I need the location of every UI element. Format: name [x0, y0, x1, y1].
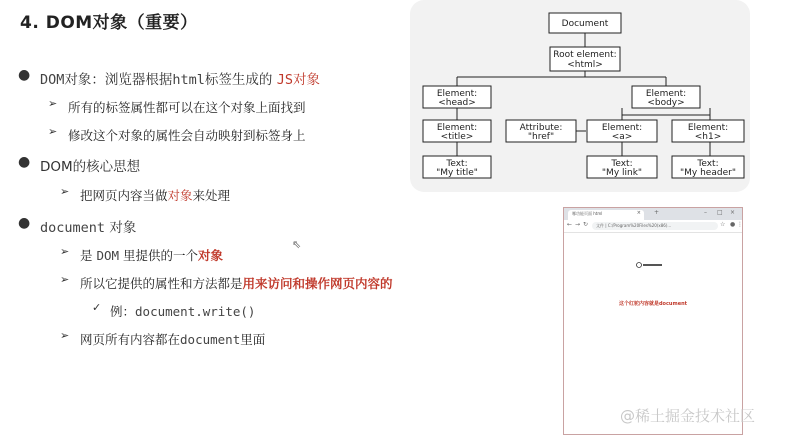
browser-tab[interactable]	[568, 210, 644, 220]
close-icon[interactable]: ×	[636, 210, 641, 216]
node-document: Document	[561, 19, 609, 29]
node-a-tag: <a>	[611, 132, 633, 142]
node-title-label: Element:	[436, 123, 478, 133]
browser-tab-strip	[564, 208, 742, 220]
node-head-label: Element:	[436, 89, 478, 99]
window-close-icon[interactable]: ×	[730, 209, 736, 216]
node-text-title-value: "My title"	[436, 168, 478, 178]
sub-item	[60, 185, 231, 204]
minimize-icon[interactable]: –	[704, 209, 707, 216]
bullet-text: 对象	[105, 220, 137, 236]
example-item	[92, 301, 256, 320]
forward-icon[interactable]: →	[575, 221, 581, 228]
maximize-icon[interactable]: □	[717, 209, 723, 216]
node-head-tag: <head>	[438, 98, 476, 108]
arrow-bullet-icon: ➢	[60, 245, 70, 258]
bullet-document-object	[18, 215, 137, 236]
node-h1-label: Element:	[687, 123, 729, 133]
node-text-link-value: "My link"	[601, 168, 643, 178]
sub-item-text: 是	[80, 248, 97, 263]
node-text-header-label: Text:	[697, 159, 719, 169]
highlight-text: 用来访问和操作网页内容的	[242, 276, 393, 291]
sub-item	[48, 97, 306, 116]
bullet-text: DOM的核心思想	[40, 159, 141, 175]
arrow-bullet-icon: ➢	[60, 273, 70, 286]
menu-icon[interactable]: ⋮	[737, 221, 743, 228]
js-term: JS	[276, 72, 293, 88]
document-term: document	[40, 220, 106, 236]
sub-item	[48, 125, 306, 144]
arrow-bullet-icon: ➢	[60, 329, 70, 342]
node-body-label: Element:	[645, 89, 687, 99]
mouse-cursor-icon: ⇖	[292, 238, 302, 251]
site-logo	[636, 262, 664, 268]
bookmark-star-icon[interactable]: ☆	[720, 221, 726, 228]
arrow-bullet-icon: ➢	[60, 185, 70, 198]
watermark: @稀土掘金技术社区	[620, 407, 756, 425]
bullet-text: 标签生成的	[204, 72, 277, 88]
node-a-label: Element:	[601, 123, 643, 133]
page-title: 4. DOM对象（重要）	[20, 13, 198, 33]
bullet-dom-core-idea	[18, 154, 141, 175]
sub-item-text: 网页所有内容都在	[80, 332, 181, 347]
sub-item-text: 里面	[240, 332, 266, 347]
sub-item-text: 来处理	[192, 188, 231, 203]
profile-icon[interactable]: ●	[730, 221, 736, 228]
node-h1-tag: <h1>	[694, 132, 722, 142]
dom-term: DOM	[40, 72, 65, 88]
node-text-header-value: "My header"	[680, 168, 736, 178]
browser-toolbar	[564, 220, 742, 233]
example-label: 例：	[110, 304, 136, 319]
browser-preview	[563, 207, 743, 435]
object-term: 对象	[292, 72, 320, 88]
dom-term: DOM	[96, 248, 120, 263]
reload-icon[interactable]: ↻	[583, 221, 589, 228]
highlight-text: 对象	[167, 188, 193, 203]
node-attr-label: Attribute:	[519, 123, 563, 133]
code-example: document.write()	[135, 304, 256, 319]
node-attr-value: "href"	[527, 132, 555, 142]
sub-item-text: 把网页内容当做	[80, 188, 168, 203]
bullet-dot-icon: ●	[18, 215, 31, 231]
check-icon: ✓	[92, 301, 102, 314]
document-term: document	[180, 332, 241, 347]
bullet-dom-object	[18, 67, 320, 88]
address-bar[interactable]: 文件 | C:/Program%20Files%20(x86)...	[592, 222, 718, 230]
sub-item	[60, 245, 224, 264]
node-title-tag: <title>	[440, 132, 474, 142]
browser-tab-label: 哪功能页面 html	[572, 211, 603, 216]
bullet-dot-icon: ●	[18, 67, 31, 83]
sub-item-text: 所有的标签属性都可以在这个对象上面找到	[68, 100, 306, 115]
node-body-tag: <body>	[647, 98, 685, 108]
node-root-tag: <html>	[567, 60, 603, 70]
sub-item-text: 修改这个对象的属性会自动映射到标签身上	[68, 128, 306, 143]
sub-item-text: 里提供的一个	[119, 248, 199, 263]
sub-item-text: 所以它提供的属性和方法都是	[80, 276, 243, 291]
page-body-text: 这个红驼内容就是document	[618, 301, 688, 307]
back-icon[interactable]: ←	[567, 221, 573, 228]
sub-item	[60, 273, 393, 292]
node-root-label: Root element:	[553, 50, 617, 60]
arrow-bullet-icon: ➢	[48, 125, 58, 138]
html-term: html	[172, 72, 205, 88]
node-text-link-label: Text:	[611, 159, 633, 169]
bullet-dot-icon: ●	[18, 154, 31, 170]
sub-item	[60, 329, 266, 348]
arrow-bullet-icon: ➢	[48, 97, 58, 110]
dom-tree-diagram	[410, 0, 750, 192]
node-text-title-label: Text:	[446, 159, 468, 169]
highlight-text: 对象	[198, 248, 224, 263]
new-tab-icon[interactable]: +	[654, 209, 660, 216]
bullet-text: 对象：浏览器根据	[64, 72, 173, 88]
